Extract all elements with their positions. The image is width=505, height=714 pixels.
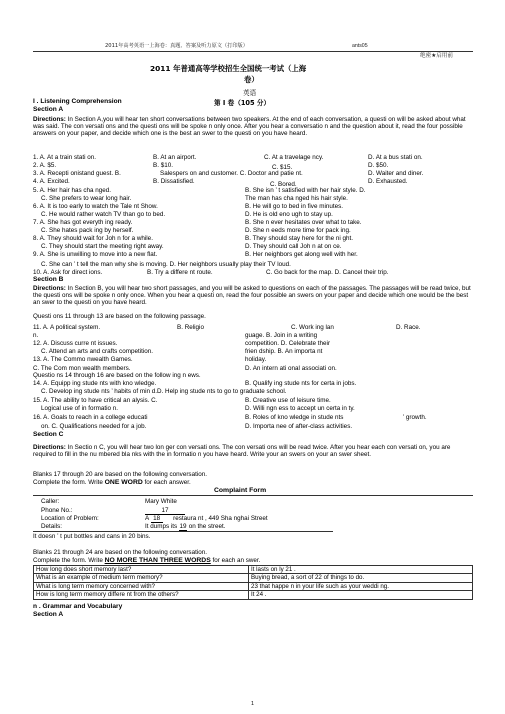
table-cell-answer: It lasts on ly 21 . (249, 566, 473, 574)
q4-d: D. Exhausted. (368, 178, 408, 185)
complete-instruction-1 (33, 479, 191, 486)
header-left: 2011年高考英语一上海卷：真题、答案及听力原文（打印版） (105, 43, 248, 49)
q14-a: 14. A. Equipp ing stude nts with kno wledge. (33, 380, 157, 387)
q10-a: 10. A. Ask for direct ions. (33, 269, 103, 276)
doesnt-line: It doesn ’ t put bottles and cans in 20 bins. (33, 533, 151, 540)
q4-b: B. Dissatisfied. (153, 178, 195, 185)
directions-label: Directions: (33, 116, 66, 123)
q7-b: B. She n ever hesitates over what to take. (245, 219, 362, 226)
directions-label-c: Directions: (33, 444, 66, 451)
q14-c: C. Develop ing stude nts ’ habits of min d.D. Help ing stude nts to go to graduate school. (41, 388, 287, 395)
part1-heading: I . Listening Comprehension (33, 98, 122, 105)
table-cell-answer: It 24 . (249, 591, 473, 599)
table-row (34, 582, 473, 590)
q14-b: B. Qualify ing stude nts for certa in jobs. (245, 380, 357, 387)
q4-c: C. Bored. (270, 181, 297, 188)
q6-a: 6. A. It is too early to watch the Tale nt Show. (33, 203, 158, 210)
form-bottom-rule (33, 531, 333, 532)
header-right: ants05 (352, 43, 368, 49)
q15-c: Logical use of in formatio n. (41, 405, 119, 412)
q8-a: 8. A. They should wait for Joh n for a while. (33, 235, 153, 242)
complete-2-bold: NO MORE THAN THREE WORDS (104, 557, 211, 564)
q16-a: 16. A. Goals to reach in a college educati (33, 414, 148, 421)
q5-d: The man has cha nged his hair style. (245, 195, 348, 202)
location-value (145, 515, 268, 523)
blank-18: 18 (151, 515, 163, 523)
section-c-heading: Section C (33, 431, 64, 438)
q9-c: C. She can ’ t tell the man why she is moving. D. Her neighbors usually play their TV loud. (41, 261, 291, 268)
directions-text-b: In Section B, you will hear two short passages, and you will be asked to questions on each of the passages. The passages will be read twice, but the questi ons will be spoke n only once. When you hear a questi on, read the four possible an swers on your paper and decide which one would be the best an swer to the questi on you have heard. (33, 285, 471, 307)
part2-heading: n . Grammar and Vocabulary (33, 603, 123, 610)
header-rule (33, 51, 473, 52)
q15-a: 15. A. The ability to have critical an alysis. C. (33, 397, 158, 404)
caller-value: Mary White (145, 498, 177, 505)
q12-b: competition. D. Celebrate their (245, 340, 331, 347)
volume-label: 第 I 卷（105 分） (214, 99, 271, 107)
questions-11-13-intro: Questi ons 11 through 13 are based on the following passage. (33, 313, 206, 320)
table-row (34, 574, 473, 582)
q5-b: B. She isn ’ t satisfied with her hair style. D. (245, 187, 366, 194)
section-b-heading: Section B (33, 276, 64, 283)
q3-b: Salespers on and customer. C. Doctor and patie nt. (160, 170, 303, 177)
section-b-directions (33, 285, 473, 307)
q11-a: 11. A. A political system. (33, 324, 101, 331)
q13-c: C. The Com mon wealth members. (33, 365, 131, 372)
location-rest: restaura nt , 449 Sha nghai Street (173, 515, 268, 522)
q1-a: 1. A. At a train stati on. (33, 154, 97, 161)
form-title: Complaint Form (214, 487, 267, 494)
q15-d: D. Willi ngn ess to accept un certa in ty. (245, 405, 355, 412)
table-cell-question: What is long term memory concerned with? (34, 582, 249, 590)
directions-text: In Section A,you will hear ten short conversations between two speakers. At the end of each conversation, a questi on will be asked about what was said. The con versati ons and the questi ons will be spoke n only once. After you hear a conversatio n and the question about it, read the four possible answers on your paper, and decide which one is the best an swer to the questi on you have heard. (33, 116, 466, 138)
table-row (34, 566, 473, 574)
section-a-heading: Section A (33, 106, 64, 113)
complete-2-pre: Complete the form. Write (33, 557, 105, 564)
phone-label: Phone No.: (41, 507, 73, 514)
q13-a: 13. A. The Commo nwealth Games. (33, 356, 133, 363)
q2-a: 2. A. $5. (33, 162, 57, 169)
q5-c: C. She prefers to wear long hair. (41, 195, 132, 202)
complete-1-pre: Complete the form. Write (33, 479, 105, 486)
memory-table (33, 565, 473, 600)
q8-d: D. They should call Joh n at on ce. (245, 243, 342, 250)
q16-b: B. Roles of kno wledge in stude nts (245, 414, 344, 421)
q3-a: 3. A. Recepti onistand guest. B. (33, 170, 121, 177)
q1-b: B. At an airport. (153, 154, 197, 161)
q11-g: guage. B. Join in a writing (245, 332, 318, 339)
table-cell-question: How long does short memory last? (34, 566, 249, 574)
q6-c: C. He would rather watch TV than go to bed. (41, 211, 166, 218)
q9-a: 9. A. She is unwilling to move into a new flat. (33, 251, 158, 258)
details-post: on the street. (186, 523, 226, 530)
q13-b: holiday. (245, 356, 267, 363)
q10-cd: C. Go back for the map. D. Cancel their trip. (266, 269, 389, 276)
table-cell-question: How is long term memory differe nt from the others? (34, 591, 249, 599)
blank-17: 17 (145, 507, 185, 515)
q3-d: D. Waiter and diner. (368, 170, 424, 177)
directions-label-b: Directions: (33, 285, 66, 292)
page-number: 1 (251, 701, 254, 707)
blank-19: 19 (179, 523, 187, 530)
q7-d: D. She n eeds more time for pack ing. (245, 227, 351, 234)
q6-d: D. He is old eno ugh to stay up. (245, 211, 333, 218)
q11-b: B. Religio (177, 324, 204, 331)
title-line1: 2011 年普通高等学校招生全国统一考试（上海 (150, 64, 307, 73)
location-a: A (145, 515, 149, 522)
q2-b: B. $10. (153, 162, 173, 169)
q2-d: D. $50. (368, 162, 389, 169)
q7-a: 7. A. She has got everyth ing ready. (33, 219, 133, 226)
q1-d: D. At a bus stati on. (368, 154, 423, 161)
details-value (145, 523, 225, 531)
q2-c: C. $15. (272, 164, 293, 171)
q1-c: C. At a travelage ncy. (264, 154, 324, 161)
q16-c: on. C. Qualifications needed for a job. (41, 423, 147, 430)
section-c-directions (33, 444, 473, 458)
complete-1-post: for each answer. (142, 479, 191, 486)
complete-2-post: for each an swer. (210, 557, 261, 564)
location-label: Location of Problem: (41, 515, 99, 522)
table-cell-answer: 23 that happe n in your life such as your weddi ng. (249, 582, 473, 590)
part2-section-a: Section A (33, 611, 64, 618)
table-cell-answer: Buying bread, a sort of 22 of things to do. (249, 574, 473, 582)
details-pre: It dumps its (145, 523, 179, 530)
q12-a: 12. A. Discuss curre nt issues. (33, 340, 118, 347)
q11-d: D. Race. (396, 324, 421, 331)
q12-d: frien dship. B. An importa nt (245, 348, 323, 355)
q15-b: B. Creative use of leisure time. (245, 397, 331, 404)
q11-c: C. Work ing lan (291, 324, 334, 331)
q16-d: D. Importa nee of after-class activities. (245, 423, 353, 430)
complete-instruction-2 (33, 557, 260, 564)
table-cell-question: What is an example of medium term memory? (34, 574, 249, 582)
q12-c: C. Attend an arts and crafts competition. (41, 348, 154, 355)
complete-1-bold: ONE WORD (104, 479, 143, 486)
blanks-21-24-intro: Blanks 21 through 24 are based on the following conversation. (33, 549, 207, 556)
q8-c: C. They should start the meeting right away. (41, 243, 164, 250)
q10-b: B. Try a differe nt route. (147, 269, 213, 276)
q11-n: n. (33, 332, 39, 339)
caller-label: Caller: (41, 498, 60, 505)
q6-b: B. He will go to bed in five minutes. (245, 203, 343, 210)
blanks-17-20-intro: Blanks 17 through 20 are based on the following conversation. (33, 471, 207, 478)
confidential-mark: 绝密★启用前 (420, 53, 453, 59)
q16-b-growth: ’ growth. (403, 414, 427, 421)
q9-b: B. Her neighbors get along well with her. (245, 251, 358, 258)
q13-d: D. An intern ati onal associati on. (245, 365, 337, 372)
subject: 英语 (243, 89, 257, 97)
section-a-directions (33, 116, 473, 138)
details-label: Details: (41, 523, 62, 530)
q8-b: B. They should stay here for the ni ght. (245, 235, 354, 242)
table-row (34, 591, 473, 599)
directions-text-c: In Sectio n C, you will hear two lon ger con versati ons. The con versati ons will be read twice. After you hear each con versati on, you are required to fill in the nu mbered bla nks with the in formatio n you have heard. Write your an swers on your an swer sheet. (33, 444, 451, 459)
questions-14-16-intro: Questio ns 14 through 16 are based on the follow ing n ews. (33, 372, 201, 379)
q7-c: C. She hates pack ing by herself. (41, 227, 134, 234)
q4-a: 4. A. Excited. (33, 178, 70, 185)
q5-a: 5. A. Her hair has cha nged. (33, 187, 112, 194)
phone-blank (145, 507, 185, 515)
title-line2: 卷） (244, 75, 259, 84)
form-rule (33, 495, 473, 496)
